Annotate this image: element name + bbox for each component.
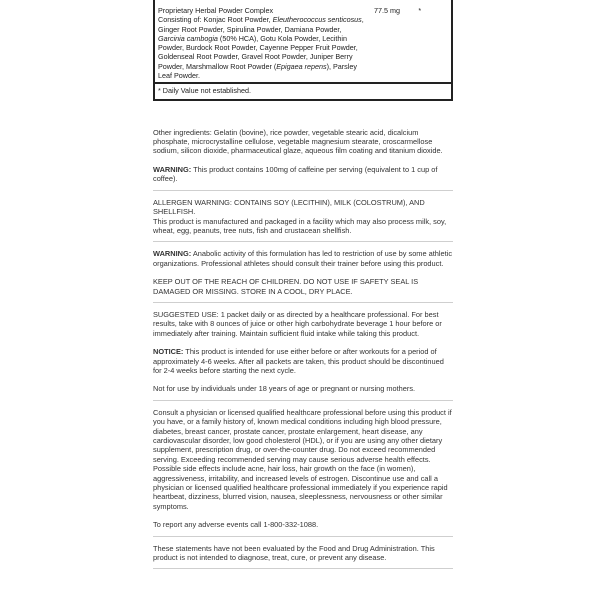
storage-warning: KEEP OUT OF THE REACH OF CHILDREN. DO NOT USE IF SAFETY SEAL IS DAMAGED OR MISSING. STORE IN A COOL, DRY PLACE. <box>153 277 419 296</box>
suggested-use: SUGGESTED USE: 1 packet daily or as directed by a healthcare professional. For best results, take with 8 ounces of juice or other high carbohydrate beverage 1 hour before or immediately after training. Maintain sufficient fluid intake while taking this product. <box>153 309 442 338</box>
blend-amount: 77.5 mg <box>374 6 401 15</box>
blend-ingredients: Consisting of: Konjac Root Powder, Eleutherococcus senticosus, Ginger Root Powder, Spirulina Powder, Damiana Powder, Garcinia cambogia (50% HCA), Gotu Kola Powder, Lecithin Powder, Burdock Root Powder, Cayenne Pepper Fruit Powder, Goldenseal Root Powder, Gravel Root Powder, Juniper Berry Powder, Marshmallow Root Powder (Epigaea repens), Parsley Leaf Powder. <box>158 15 364 81</box>
supplement-facts-table <box>153 0 453 101</box>
daily-value-footnote: * Daily Value not established. <box>155 82 451 98</box>
anabolic-warning: WARNING: Anabolic activity of this formulation has led to restriction of use by some athletic organizations. Professional athletes should consult their trainer before using this product. <box>153 249 453 268</box>
divider <box>153 241 453 242</box>
other-ingredients: Other ingredients: Gelatin (bovine), rice powder, vegetable stearic acid, dicalcium phosphate, microcrystalline cellulose, vegetable magnesium stearate, croscarmellose sodium, silicon dioxide, pharmaceutical glaze, aqueous film coating and titanium dioxide. <box>153 127 443 156</box>
proprietary-blend-name: Proprietary Herbal Powder Complex <box>158 6 274 15</box>
divider <box>153 190 453 191</box>
age-warning: Not for use by individuals under 18 years of age or pregnant or nursing mothers. <box>153 384 416 394</box>
allergen-warning: ALLERGEN WARNING: CONTAINS SOY (LECITHIN), MILK (COLOSTRUM), AND SHELLFISH. This product is manufactured and packaged in a facility which may also process milk, soy, wheat, egg, peanuts, tree nuts, fish and crustacean shellfish. <box>153 197 447 235</box>
fda-disclaimer: These statements have not been evaluated by the Food and Drug Administration. This product is not intended to diagnose, treat, cure, or prevent any disease. <box>153 543 435 563</box>
supplement-label <box>153 0 453 569</box>
divider <box>153 536 453 537</box>
adverse-events-line: To report any adverse events call 1-800-332-1088. <box>153 520 319 530</box>
facts-ingredient-cell <box>158 6 370 80</box>
caffeine-warning: WARNING: This product contains 100mg of caffeine per serving (equivalent to 1 cup of coffee). <box>153 164 438 184</box>
divider <box>153 302 453 303</box>
physician-consult-warning: Consult a physician or licensed qualified healthcare professional before using this product if you have, or a family history of, known medical conditions including high blood pressure, diabetes, breast cancer, prostate cancer, prostate enlargement, heart disease, any cardiovascular disorder, low good cholesterol (HDL), or if you are using any other dietary supplement, prescription drug, or over-the-counter drug. Do not exceed recommended serving. Exceeding recommended serving may cause serious adverse health effects. Possible side effects include acne, hair loss, hair growth on the face (in women), aggressiveness, irritability, and increased levels of estrogen. Discontinue use and call a physician or licensed qualified healthcare professional immediately if you experience rapid heartbeat, dizziness, blurred vision, nausea, sleeplessness, nervousness or other similar symptoms. <box>153 407 452 511</box>
facts-row <box>155 0 451 82</box>
divider <box>153 400 453 401</box>
blend-daily-value: * <box>418 6 422 15</box>
cycle-notice: NOTICE: This product is intended for use either before or after workouts for a period of approximately 4-6 weeks. After all packets are taken, this product should be discontinued for 2-4 weeks before starting the next cycle. <box>153 347 444 375</box>
divider <box>153 568 453 569</box>
